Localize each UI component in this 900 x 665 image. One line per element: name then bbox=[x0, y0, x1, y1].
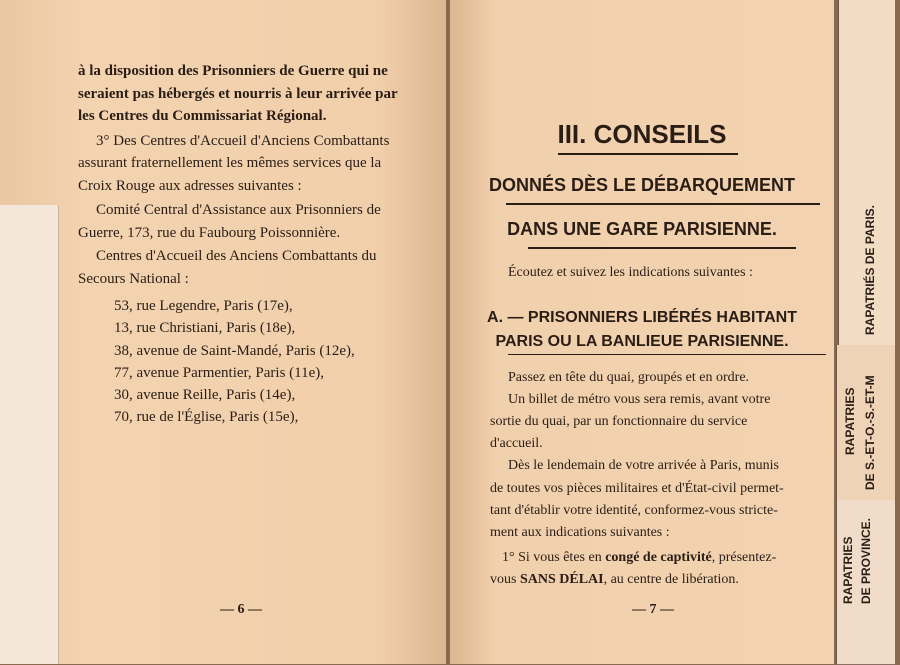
tab-rapatries-province[interactable] bbox=[836, 500, 895, 665]
tab-rapatries-paris[interactable] bbox=[838, 0, 895, 346]
address-line: 77, avenue Parmentier, Paris (11e), bbox=[114, 365, 325, 381]
subsection-heading: A. — PRISONNIERS LIBÉRÉS HABITANT bbox=[487, 309, 797, 326]
emphasis: congé de captivité bbox=[605, 550, 712, 565]
text-line: sortie du quai, par un fonctionnaire du service bbox=[490, 414, 748, 429]
intro-text: Écoutez et suivez les indications suivantes : bbox=[508, 265, 753, 280]
text-line bbox=[502, 549, 776, 567]
address-line: 53, rue Legendre, Paris (17e), bbox=[114, 298, 293, 314]
text-line bbox=[490, 571, 739, 589]
section-heading: III. CONSEILS bbox=[557, 119, 727, 149]
text-fragment: 1° Si vous êtes en bbox=[502, 550, 606, 565]
heading-underline bbox=[558, 153, 738, 155]
text-fragment: , au centre de libération. bbox=[603, 572, 739, 587]
text-line: d'accueil. bbox=[490, 436, 543, 451]
tab-rapatries-seine-et-oise[interactable] bbox=[836, 345, 895, 501]
paper-strip bbox=[0, 205, 59, 664]
address-line: 30, avenue Reille, Paris (14e), bbox=[114, 387, 296, 403]
subsection-underline bbox=[508, 354, 826, 355]
right-page bbox=[450, 0, 834, 664]
text-line: assurant fraternellement les mêmes services que la bbox=[78, 155, 382, 171]
text-line: Guerre, 173, rue du Faubourg Poissonnière. bbox=[78, 225, 341, 241]
page-number: — 6 — bbox=[220, 602, 262, 617]
section-subheading: DANS UNE GARE PARISIENNE. bbox=[507, 219, 777, 239]
text-line: seraient pas hébergés et nourris à leur arrivée par bbox=[78, 86, 398, 102]
text-line: Un billet de métro vous sera remis, avant votre bbox=[508, 392, 771, 407]
text-line: Centres d'Accueil des Anciens Combattants du bbox=[96, 248, 377, 264]
text-fragment: vous bbox=[490, 572, 520, 587]
emphasis: SANS DÉLAI bbox=[519, 572, 604, 587]
page-number: — 7 — bbox=[632, 602, 674, 617]
address-line: 38, avenue de Saint-Mandé, Paris (12e), bbox=[114, 343, 355, 359]
text-line: 3° Des Centres d'Accueil d'Anciens Combattants bbox=[96, 133, 390, 149]
subsection-heading: PARIS OU LA BANLIEUE PARISIENNE. bbox=[495, 333, 789, 350]
subheading-underline bbox=[506, 203, 820, 205]
address-line: 13, rue Christiani, Paris (18e), bbox=[114, 320, 296, 336]
tab-label: RAPATRIES bbox=[841, 536, 855, 604]
text-line: les Centres du Commissariat Régional. bbox=[78, 108, 327, 124]
text-fragment: , présentez- bbox=[711, 550, 777, 565]
text-line: Comité Central d'Assistance aux Prisonniers de bbox=[96, 202, 381, 218]
section-subheading: DONNÉS DÈS LE DÉBARQUEMENT bbox=[488, 175, 796, 195]
text-line: tant d'établir votre identité, conformez-vous stricte- bbox=[490, 503, 778, 518]
text-line: à la disposition des Prisonniers de Guerre qui ne bbox=[78, 63, 388, 79]
left-page bbox=[0, 0, 446, 664]
text-line: Dès le lendemain de votre arrivée à Paris, munis bbox=[508, 458, 779, 473]
text-line: Passez en tête du quai, groupés et en ordre. bbox=[508, 370, 750, 385]
tab-label: RAPATRIES bbox=[843, 387, 857, 455]
tab-label: DE S.-ET-O.-S.-ET-M bbox=[863, 375, 877, 490]
text-line: Croix Rouge aux adresses suivantes : bbox=[78, 178, 302, 194]
subheading-underline bbox=[528, 247, 796, 249]
address-line: 70, rue de l'Église, Paris (15e), bbox=[114, 409, 299, 425]
tab-label: DE PROVINCE. bbox=[859, 517, 873, 604]
text-line: ment aux indications suivantes : bbox=[490, 525, 670, 540]
tab-label: RAPATRIÉS DE PARIS. bbox=[863, 204, 877, 335]
text-line: Secours National : bbox=[78, 271, 189, 287]
text-line: de toutes vos pièces militaires et d'État-civil permet- bbox=[490, 481, 784, 496]
